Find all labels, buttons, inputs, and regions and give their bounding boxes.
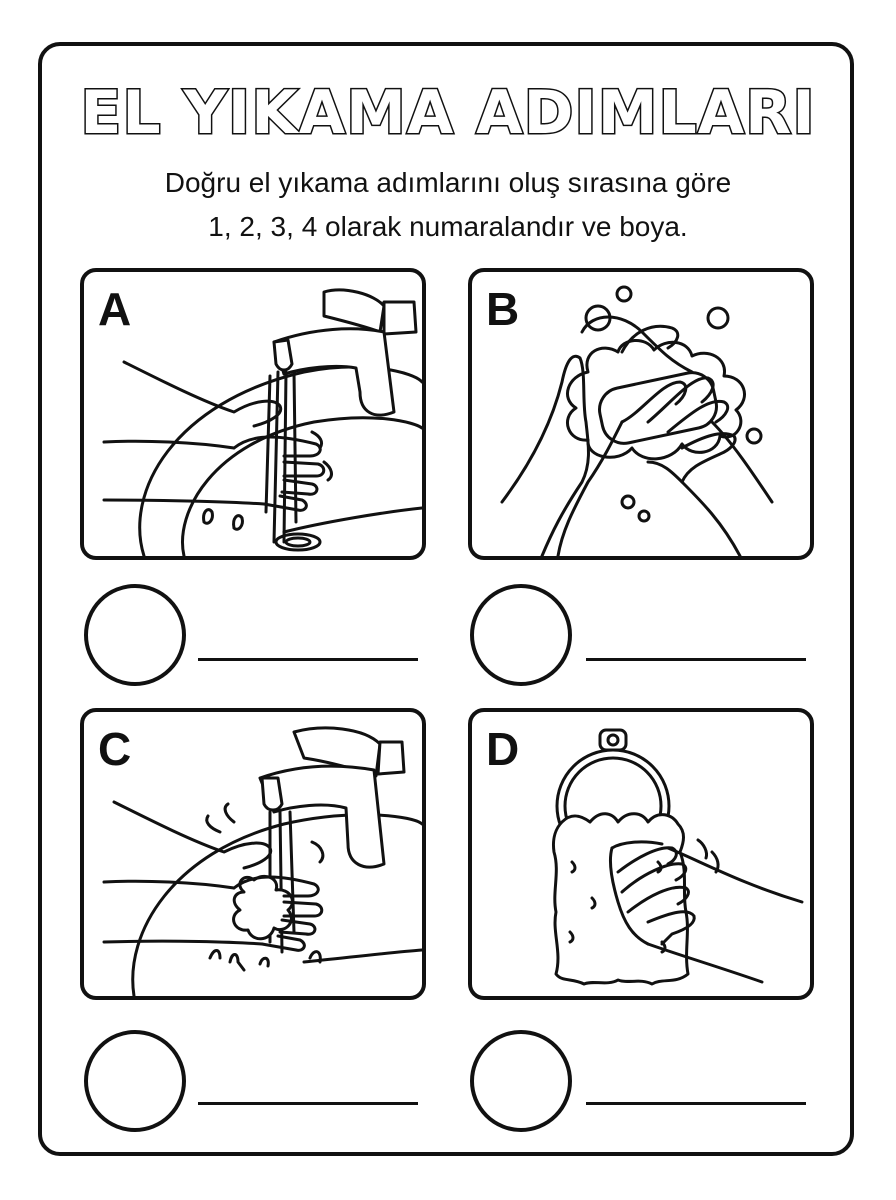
step-letter-d: D <box>486 723 520 775</box>
instruction-line-1: Doğru el yıkama adımlarını oluş sırasına göre <box>164 167 732 198</box>
answer-circle-d[interactable] <box>470 1030 572 1132</box>
answer-circle-a[interactable] <box>84 584 186 686</box>
answer-circle-b[interactable] <box>470 584 572 686</box>
hands-with-soap-bar-icon <box>472 272 810 556</box>
answer-line-a[interactable] <box>198 658 418 661</box>
step-card-d <box>468 708 814 1000</box>
answer-line-c[interactable] <box>198 1102 418 1105</box>
step-letter-b: B <box>486 283 520 335</box>
step-letter-c: C <box>98 723 132 775</box>
step-card-c <box>80 708 426 1000</box>
answer-circle-c[interactable] <box>84 1030 186 1132</box>
step-card-a <box>80 268 426 560</box>
step-letter-a: A <box>98 283 132 335</box>
rinsing-hands-under-faucet-icon <box>84 712 422 996</box>
answer-line-d[interactable] <box>586 1102 806 1105</box>
drying-hands-on-towel-icon <box>472 712 810 996</box>
hands-under-running-water-icon <box>84 272 422 556</box>
worksheet-title: EL YIKAMA ADIMLARI <box>80 78 816 148</box>
answer-line-b[interactable] <box>586 658 806 661</box>
step-card-b <box>468 268 814 560</box>
instruction-line-2: 1, 2, 3, 4 olarak numaralandır ve boya. <box>208 211 688 242</box>
